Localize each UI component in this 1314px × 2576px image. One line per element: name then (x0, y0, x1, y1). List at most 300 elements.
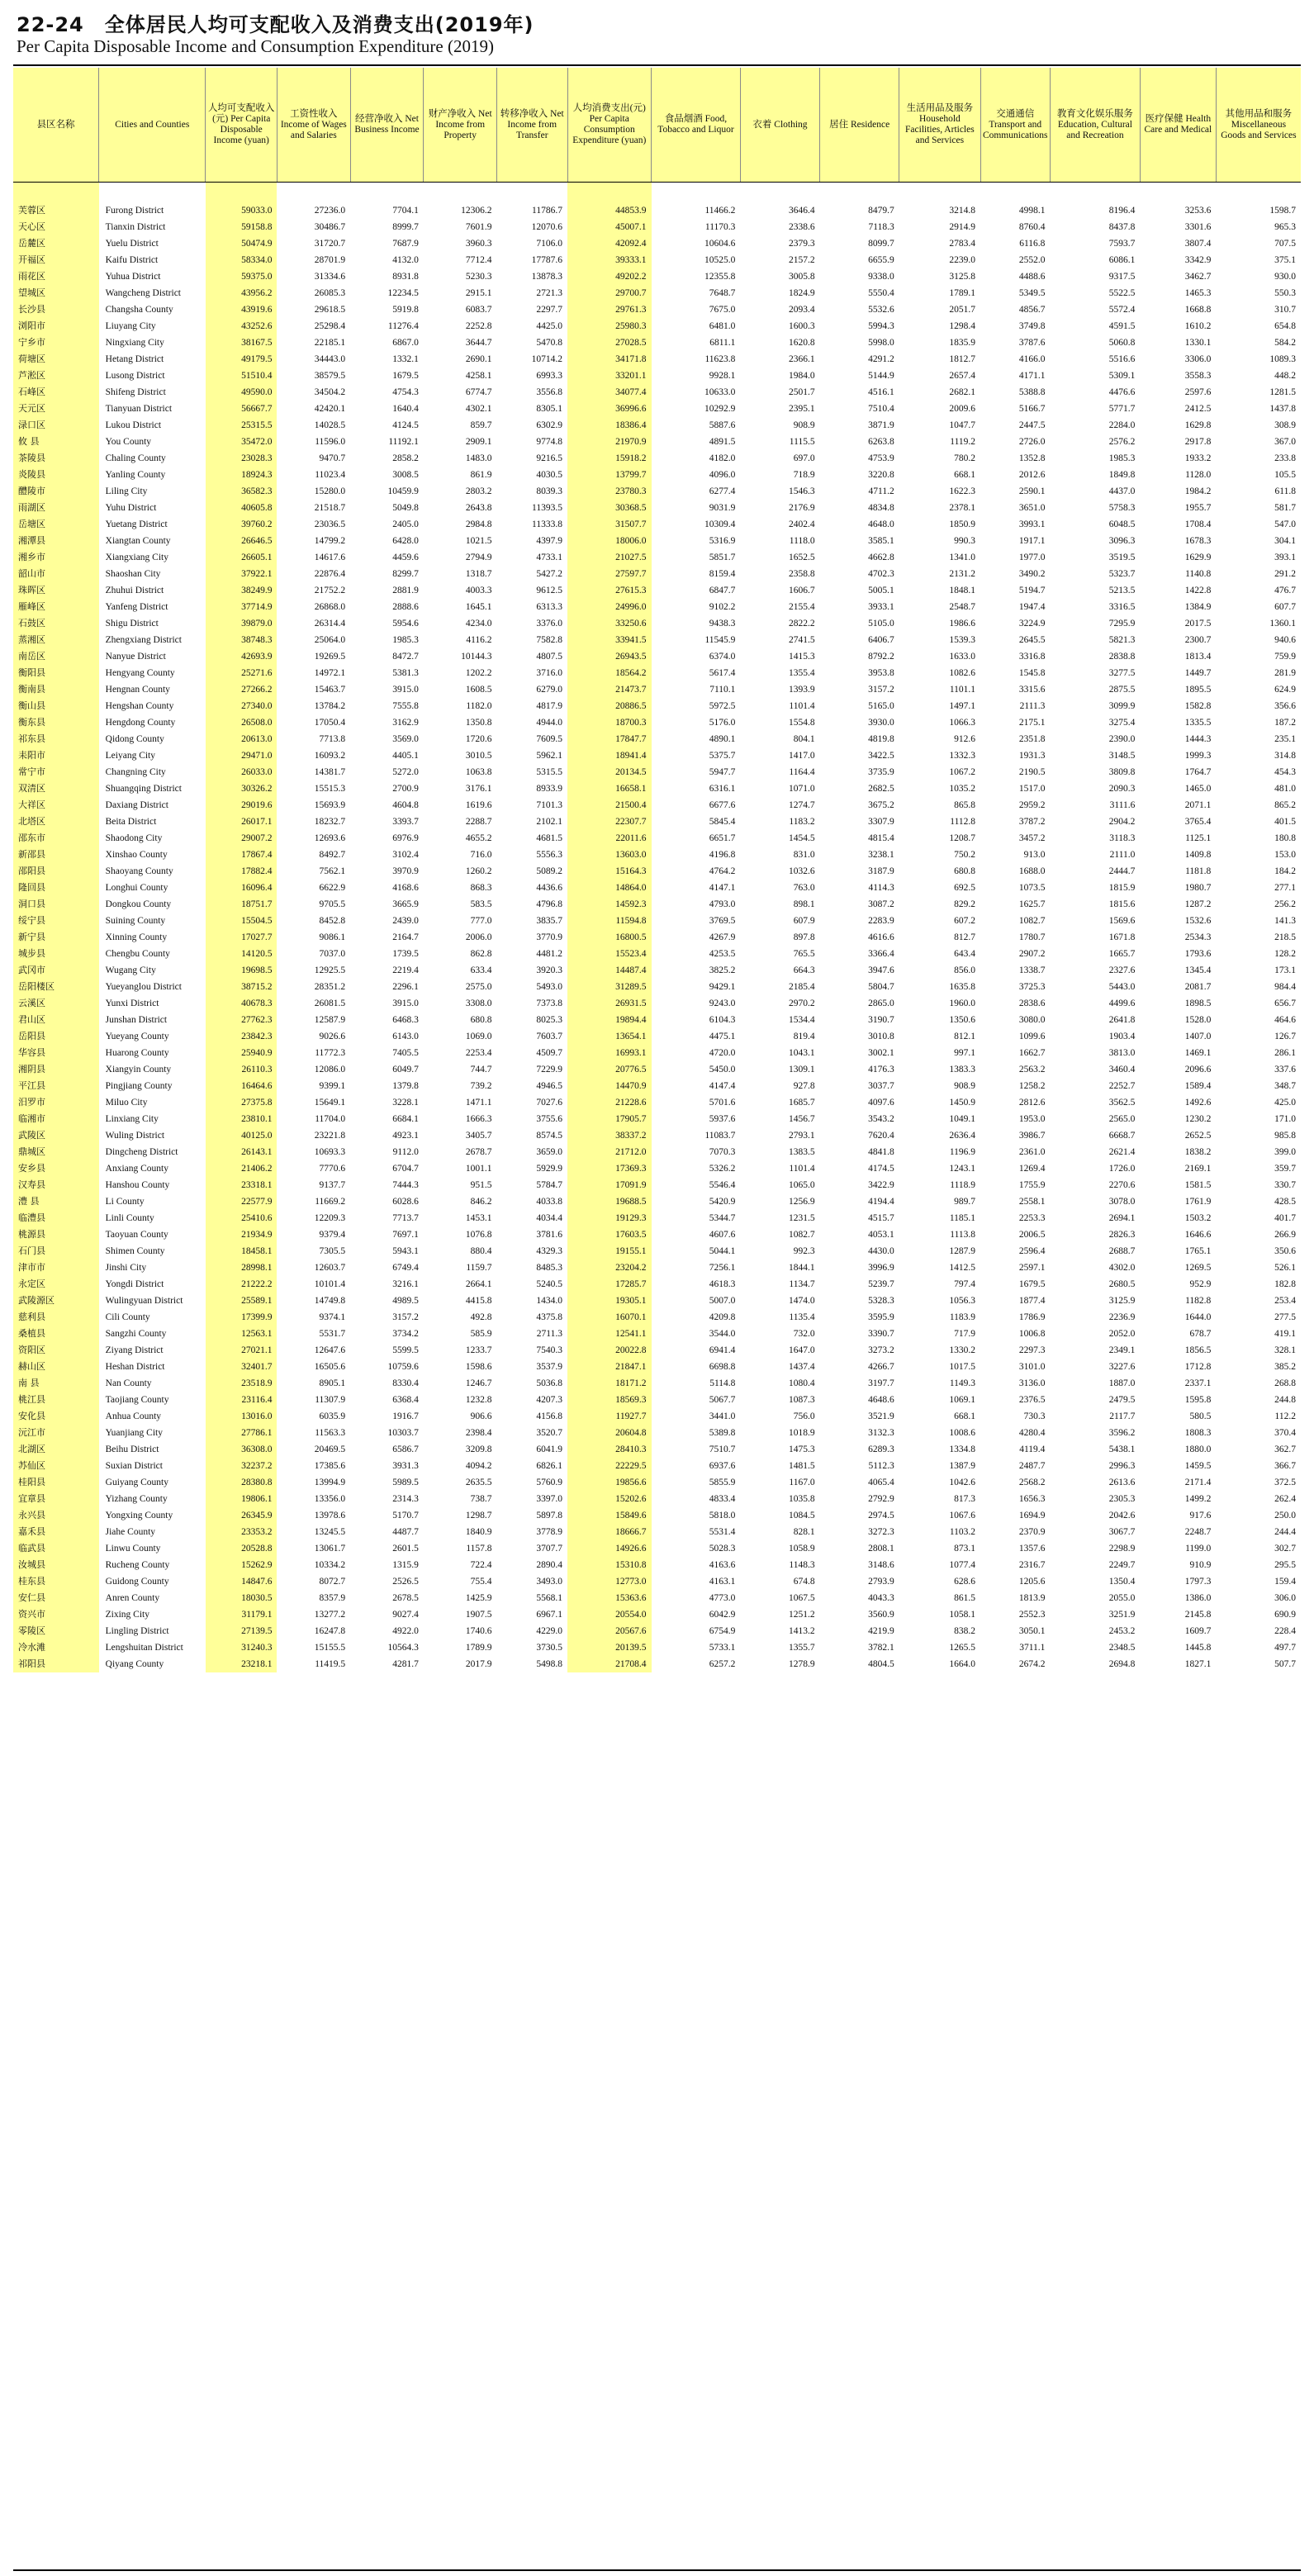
cell-value: 5556.3 (536, 850, 562, 860)
table-row (13, 483, 1301, 500)
cell-value: 1043.1 (788, 1048, 815, 1058)
cell-value: 730.3 (1023, 1411, 1046, 1421)
cell-value: 173.1 (1274, 965, 1296, 975)
cell-value: 1644.0 (1184, 1312, 1212, 1322)
table-row (13, 1276, 1301, 1293)
cell-value: 1017.5 (949, 1362, 976, 1372)
cell-value: 678.7 (1189, 1329, 1212, 1339)
table-row (13, 896, 1301, 913)
cell-value: 2252.7 (1108, 1081, 1136, 1091)
cell-value: 26931.5 (567, 995, 652, 1012)
cell-value: 2875.5 (1108, 685, 1136, 695)
cell-value: 5272.0 (392, 767, 419, 777)
cell-value: 6263.8 (868, 437, 894, 447)
cell-value: 3422.9 (868, 1180, 894, 1190)
cell-value: 2826.3 (1108, 1230, 1136, 1240)
cell-value: 310.7 (1274, 305, 1296, 315)
cell-value: 17905.7 (567, 1111, 652, 1127)
cell-value: 5005.1 (868, 586, 894, 595)
cell-value: 2164.7 (392, 932, 419, 942)
cell-value: 235.1 (1274, 734, 1296, 744)
cell-value: 4891.5 (709, 437, 736, 447)
cell-value: 6622.9 (319, 883, 346, 893)
cell-county-en: Longhui County (105, 883, 168, 893)
cell-value: 1539.3 (949, 635, 976, 645)
cell-value: 1315.9 (392, 1560, 419, 1570)
cell-value: 182.8 (1274, 1279, 1296, 1289)
cell-value: 497.7 (1274, 1643, 1296, 1653)
cell-county-cn: 雨湖区 (13, 500, 99, 516)
cell-value: 36582.3 (206, 483, 278, 500)
cell-value: 14799.2 (314, 536, 346, 546)
cell-value: 1073.5 (1018, 883, 1046, 893)
cell-value: 3707.7 (536, 1544, 562, 1554)
cell-value: 6083.7 (465, 305, 492, 315)
table-row (13, 1474, 1301, 1491)
cell-value: 244.4 (1274, 1527, 1296, 1537)
cell-value: 526.1 (1274, 1263, 1296, 1273)
cell-value: 18569.3 (567, 1392, 652, 1408)
cell-value: 22011.6 (567, 830, 652, 847)
cell-value: 9317.5 (1108, 272, 1136, 282)
cell-value: 184.2 (1274, 866, 1296, 876)
cell-county-cn: 桃江县 (13, 1392, 99, 1408)
table-row (13, 268, 1301, 285)
cell-value: 8760.4 (1018, 222, 1046, 232)
cell-value: 1118.9 (950, 1180, 976, 1190)
cell-county-en: Lusong District (105, 371, 165, 381)
cell-value: 2641.8 (1108, 1015, 1136, 1025)
cell-value: 5546.4 (709, 1180, 736, 1190)
cell-value: 31240.3 (206, 1639, 278, 1656)
cell-value: 2253.3 (1018, 1213, 1046, 1223)
cell-county-cn: 湘阴县 (13, 1061, 99, 1078)
cell-value: 49202.2 (567, 268, 652, 285)
cell-value: 2645.5 (1018, 635, 1046, 645)
cell-value: 27021.1 (206, 1342, 278, 1359)
cell-value: 34443.0 (314, 354, 346, 364)
cell-value: 4733.1 (536, 553, 562, 562)
cell-value: 8072.7 (319, 1577, 346, 1587)
cell-value: 3986.7 (1018, 1131, 1046, 1141)
cell-value: 1534.4 (788, 1015, 815, 1025)
cell-value: 1082.6 (949, 668, 976, 678)
cell-value: 22229.5 (567, 1458, 652, 1474)
cell-value: 3543.2 (868, 1114, 894, 1124)
cell-value: 6116.8 (1019, 239, 1046, 249)
cell-value: 2348.5 (1108, 1643, 1136, 1653)
cell-county-cn: 澧 县 (13, 1193, 99, 1210)
cell-value: 4030.5 (536, 470, 562, 480)
cell-value: 607.2 (954, 916, 976, 926)
cell-value: 20567.6 (567, 1623, 652, 1639)
cell-value: 21518.7 (314, 503, 346, 513)
cell-value: 6143.0 (392, 1032, 419, 1041)
cell-value: 1422.8 (1184, 586, 1212, 595)
cell-value: 281.9 (1274, 668, 1296, 678)
cell-value: 15523.4 (567, 946, 652, 962)
cell-value: 5230.3 (465, 272, 492, 282)
cell-value: 2984.8 (465, 519, 492, 529)
cell-value: 29618.5 (314, 305, 346, 315)
cell-value: 27762.3 (206, 1012, 278, 1028)
cell-value: 2412.5 (1184, 404, 1212, 414)
cell-value: 295.5 (1274, 1560, 1296, 1570)
cell-value: 3132.3 (868, 1428, 894, 1438)
cell-county-cn: 衡东县 (13, 714, 99, 731)
cell-county-en: Shifeng District (105, 387, 166, 397)
cell-value: 16800.5 (567, 929, 652, 946)
cell-county-en: Yuhu District (105, 503, 157, 513)
cell-county-cn: 岳阳楼区 (13, 979, 99, 995)
cell-value: 2284.0 (1108, 420, 1136, 430)
cell-value: 2890.4 (536, 1560, 562, 1570)
cell-value: 2792.9 (868, 1494, 894, 1504)
cell-value: 2252.8 (465, 321, 492, 331)
cell-value: 26110.3 (206, 1061, 278, 1078)
cell-value: 1844.1 (788, 1263, 815, 1273)
cell-value: 32237.2 (206, 1458, 278, 1474)
cell-value: 1298.7 (465, 1511, 492, 1520)
table-row (13, 1639, 1301, 1656)
cell-county-cn: 赫山区 (13, 1359, 99, 1375)
cell-value: 4819.8 (868, 734, 894, 744)
cell-value: 19269.5 (314, 652, 346, 662)
cell-value: 4156.8 (536, 1411, 562, 1421)
cell-county-en: Hetang District (105, 354, 164, 364)
cell-value: 2674.2 (1018, 1659, 1046, 1669)
cell-value: 40678.3 (206, 995, 278, 1012)
cell-value: 10303.7 (387, 1428, 419, 1438)
cell-value: 1287.2 (1184, 899, 1212, 909)
cell-county-en: Xiangyin County (105, 1065, 172, 1075)
cell-value: 30368.5 (567, 500, 652, 516)
cell-value: 5315.5 (536, 767, 562, 777)
cell-value: 3136.0 (1018, 1378, 1046, 1388)
cell-value: 330.7 (1274, 1180, 1296, 1190)
cell-value: 5427.2 (536, 569, 562, 579)
cell-value: 12086.0 (314, 1065, 346, 1075)
cell-value: 34504.2 (314, 387, 346, 397)
cell-value: 1087.3 (788, 1395, 815, 1405)
cell-value: 11623.8 (704, 354, 736, 364)
cell-value: 3585.1 (868, 536, 894, 546)
cell-value: 21406.2 (206, 1160, 278, 1177)
cell-county-en: Rucheng County (105, 1560, 170, 1570)
cell-value: 7510.4 (868, 404, 894, 414)
cell-value: 7603.7 (536, 1032, 562, 1041)
cell-value: 15310.8 (567, 1557, 652, 1573)
cell-value: 2071.1 (1184, 800, 1212, 810)
cell-value: 3157.2 (392, 1312, 419, 1322)
cell-value: 8485.3 (536, 1263, 562, 1273)
cell-value: 3493.0 (536, 1577, 562, 1587)
cell-value: 1069.0 (465, 1032, 492, 1041)
cell-value: 6811.1 (709, 338, 736, 348)
col-header-consumption: 人均消费支出(元) Per Capita Consumption Expenditure (yuan) (567, 68, 652, 183)
table-row (13, 830, 1301, 847)
cell-value: 3101.0 (1018, 1362, 1046, 1372)
cell-value: 187.2 (1274, 718, 1296, 728)
cell-county-cn: 绥宁县 (13, 913, 99, 929)
cell-value: 26081.5 (314, 999, 346, 1008)
cell-value: 859.7 (470, 420, 492, 430)
cell-value: 1581.5 (1184, 1180, 1212, 1190)
cell-value: 14487.4 (567, 962, 652, 979)
cell-value: 1569.6 (1108, 916, 1136, 926)
cell-value: 1499.2 (1184, 1494, 1212, 1504)
cell-value: 4487.7 (392, 1527, 419, 1537)
cell-value: 908.9 (793, 420, 815, 430)
cell-value: 9102.2 (709, 602, 736, 612)
cell-value: 6277.4 (709, 486, 736, 496)
cell-value: 1332.3 (949, 751, 976, 761)
cell-value: 2501.7 (788, 387, 815, 397)
cell-county-cn: 冷水滩 (13, 1639, 99, 1656)
cell-value: 4415.8 (465, 1296, 492, 1306)
cell-value: 25940.9 (206, 1045, 278, 1061)
cell-value: 951.5 (470, 1180, 492, 1190)
cell-value: 19305.1 (567, 1293, 652, 1309)
cell-county-cn: 茶陵县 (13, 450, 99, 467)
cell-value: 3595.9 (868, 1312, 894, 1322)
table-row (13, 1441, 1301, 1458)
table-row (13, 1160, 1301, 1177)
cell-value: 3569.0 (392, 734, 419, 744)
cell-value: 4944.0 (536, 718, 562, 728)
cell-value: 3393.7 (392, 817, 419, 827)
cell-value: 2297.7 (536, 305, 562, 315)
cell-value: 1620.8 (788, 338, 815, 348)
cell-county-en: Wulingyuan District (105, 1296, 183, 1306)
cell-value: 738.7 (470, 1494, 492, 1504)
cell-county-en: Xiangxiang City (105, 553, 168, 562)
cell-value: 29007.2 (206, 830, 278, 847)
cell-value: 2613.6 (1108, 1478, 1136, 1487)
cell-county-cn: 炎陵县 (13, 467, 99, 483)
cell-value: 2169.1 (1184, 1164, 1212, 1174)
cell-value: 10525.0 (704, 255, 736, 265)
cell-value: 4922.0 (392, 1626, 419, 1636)
cell-value: 7648.7 (709, 288, 736, 298)
cell-value: 3519.5 (1108, 553, 1136, 562)
cell-value: 1278.9 (788, 1659, 815, 1669)
table-row (13, 1408, 1301, 1425)
table-row (13, 1177, 1301, 1193)
cell-value: 14028.5 (314, 420, 346, 430)
cell-value: 34171.8 (567, 351, 652, 368)
cell-county-cn: 临湘市 (13, 1111, 99, 1127)
cell-value: 583.5 (470, 899, 492, 909)
cell-value: 27266.2 (206, 681, 278, 698)
cell-value: 5887.6 (709, 420, 736, 430)
cell-value: 1740.6 (465, 1626, 492, 1636)
cell-value: 1148.3 (789, 1560, 815, 1570)
cell-county-en: Liuyang City (105, 321, 156, 331)
cell-value: 2283.9 (868, 916, 894, 926)
cell-value: 1269.4 (1018, 1164, 1046, 1174)
cell-county-en: Nan County (105, 1378, 152, 1388)
cell-value: 375.1 (1274, 255, 1296, 265)
cell-value: 1647.0 (788, 1345, 815, 1355)
cell-value: 664.3 (793, 965, 815, 975)
cell-value: 39760.2 (206, 516, 278, 533)
cell-value: 11772.3 (315, 1048, 346, 1058)
cell-county-cn: 鼎城区 (13, 1144, 99, 1160)
cell-value: 2175.1 (1018, 718, 1046, 728)
cell-value: 5105.0 (868, 619, 894, 629)
cell-county-en: Ziyang District (105, 1345, 164, 1355)
cell-value: 3931.3 (392, 1461, 419, 1471)
cell-value: 5309.1 (1108, 371, 1136, 381)
cell-value: 12070.6 (531, 222, 562, 232)
cell-value: 266.9 (1274, 1230, 1296, 1240)
cell-value: 2914.9 (949, 222, 976, 232)
cell-value: 1645.1 (465, 602, 492, 612)
cell-value: 23810.1 (206, 1111, 278, 1127)
cell-county-en: Yuanjiang City (105, 1428, 163, 1438)
cell-value: 3765.4 (1184, 817, 1212, 827)
cell-county-cn: 临武县 (13, 1540, 99, 1557)
cell-value: 4119.4 (1019, 1445, 1046, 1454)
cell-value: 30326.2 (206, 780, 278, 797)
cell-value: 1726.0 (1108, 1164, 1136, 1174)
cell-value: 4681.5 (536, 833, 562, 843)
cell-value: 997.1 (954, 1048, 976, 1058)
table-row (13, 1375, 1301, 1392)
cell-county-cn: 桂阳县 (13, 1474, 99, 1491)
cell-value: 3644.7 (465, 338, 492, 348)
col-header-clothing: 衣着 Clothing (740, 68, 819, 183)
cell-county-en: Hanshou County (105, 1180, 170, 1190)
cell-county-en: Hengyang County (105, 668, 175, 678)
cell-value: 367.0 (1274, 437, 1296, 447)
cell-value: 14592.3 (567, 896, 652, 913)
cell-county-cn: 荷塘区 (13, 351, 99, 368)
cell-value: 5213.5 (1108, 586, 1136, 595)
table-row (13, 1326, 1301, 1342)
cell-value: 5784.7 (536, 1180, 562, 1190)
cell-county-en: Liling City (105, 486, 148, 496)
cell-value: 5044.1 (709, 1246, 736, 1256)
cell-county-en: Yueyang County (105, 1032, 169, 1041)
table-row (13, 1028, 1301, 1045)
cell-value: 43956.2 (206, 285, 278, 301)
cell-value: 5572.4 (1108, 305, 1136, 315)
cell-value: 6086.1 (1108, 255, 1136, 265)
cell-value: 20604.8 (567, 1425, 652, 1441)
table-row (13, 946, 1301, 962)
cell-value: 1985.3 (392, 635, 419, 645)
table-row (13, 1226, 1301, 1243)
cell-value: 7609.5 (536, 734, 562, 744)
col-header-misc: 其他用品和服务 Miscellaneous Goods and Services (1216, 68, 1301, 183)
cell-value: 4171.1 (1018, 371, 1046, 381)
cell-county-en: Dingcheng District (105, 1147, 178, 1157)
cell-value: 6104.3 (709, 1015, 736, 1025)
cell-value: 14972.1 (314, 668, 346, 678)
cell-value: 5804.7 (868, 982, 894, 992)
cell-value: 1877.4 (1018, 1296, 1046, 1306)
cell-value: 7256.1 (709, 1263, 736, 1273)
cell-value: 3544.0 (709, 1329, 736, 1339)
cell-county-en: Cili County (105, 1312, 150, 1322)
cell-value: 13878.3 (531, 272, 562, 282)
cell-county-en: Shuangqing District (105, 784, 182, 794)
cell-county-en: Changsha County (105, 305, 173, 315)
cell-value: 4280.4 (1018, 1428, 1046, 1438)
col-header-residence: 居住 Residence (820, 68, 899, 183)
cell-value: 1008.6 (949, 1428, 976, 1438)
cell-value: 7555.8 (392, 701, 419, 711)
cell-value: 1445.8 (1184, 1643, 1212, 1653)
cell-value: 2688.7 (1108, 1246, 1136, 1256)
cell-value: 856.0 (954, 965, 976, 975)
cell-value: 5947.7 (709, 767, 736, 777)
cell-value: 3782.1 (868, 1643, 894, 1653)
cell-county-cn: 桑植县 (13, 1326, 99, 1342)
cell-value: 3781.6 (536, 1230, 562, 1240)
cell-value: 2657.4 (949, 371, 976, 381)
cell-value: 3659.0 (536, 1147, 562, 1157)
cell-value: 56667.7 (206, 401, 278, 417)
cell-value: 4591.5 (1108, 321, 1136, 331)
cell-value: 1269.5 (1184, 1263, 1212, 1273)
cell-value: 464.6 (1274, 1015, 1296, 1025)
cell-county-cn: 君山区 (13, 1012, 99, 1028)
cell-value: 1849.8 (1108, 470, 1136, 480)
cell-value: 23116.4 (206, 1392, 278, 1408)
cell-value: 3397.0 (536, 1494, 562, 1504)
cell-value: 425.0 (1274, 1098, 1296, 1108)
cell-value: 1345.4 (1184, 965, 1212, 975)
cell-value: 2006.0 (465, 932, 492, 942)
cell-county-cn: 常宁市 (13, 764, 99, 780)
table-row (13, 797, 1301, 814)
cell-value: 898.1 (793, 899, 815, 909)
cell-value: 4841.8 (868, 1147, 894, 1157)
cell-value: 18006.0 (567, 533, 652, 549)
cell-value: 21500.4 (567, 797, 652, 814)
cell-value: 1047.7 (949, 420, 976, 430)
cell-value: 22577.9 (206, 1193, 278, 1210)
cell-value: 8479.7 (868, 206, 894, 216)
cell-value: 4375.8 (536, 1312, 562, 1322)
cell-value: 2690.1 (465, 354, 492, 364)
cell-value: 6302.9 (536, 420, 562, 430)
cell-value: 2621.4 (1108, 1147, 1136, 1157)
cell-value: 2370.9 (1018, 1527, 1046, 1537)
cell-value: 1456.7 (788, 1114, 815, 1124)
cell-value: 5989.5 (392, 1478, 419, 1487)
cell-value: 2793.1 (788, 1131, 815, 1141)
cell-county-cn: 天心区 (13, 219, 99, 235)
cell-value: 1475.3 (788, 1445, 815, 1454)
cell-value: 5036.8 (536, 1378, 562, 1388)
cell-value: 2576.2 (1108, 437, 1136, 447)
cell-value: 6655.9 (868, 255, 894, 265)
cell-value: 3770.9 (536, 932, 562, 942)
cell-value: 9470.7 (319, 453, 346, 463)
cell-county-cn: 雁峰区 (13, 599, 99, 615)
cell-value: 5240.5 (536, 1279, 562, 1289)
cell-value: 13245.5 (314, 1527, 346, 1537)
cell-value: 23221.8 (314, 1131, 346, 1141)
cell-value: 11704.0 (315, 1114, 346, 1124)
cell-value: 11466.2 (704, 206, 736, 216)
cell-value: 13784.2 (314, 701, 346, 711)
cell-value: 930.0 (1274, 272, 1296, 282)
